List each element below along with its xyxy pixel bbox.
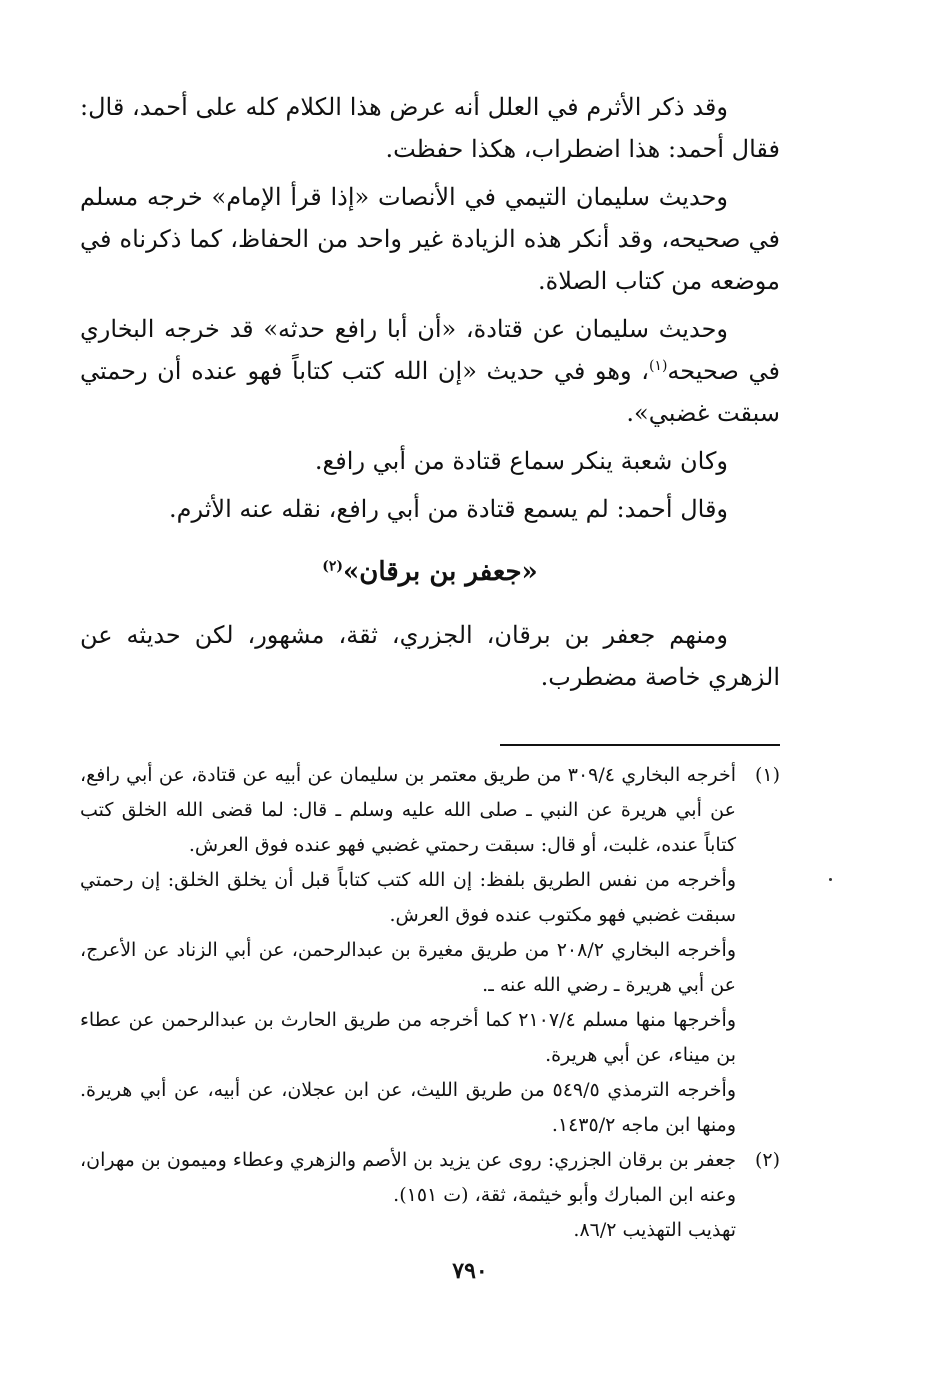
paragraph: وكان شعبة ينكر سماع قتادة من أبي رافع. — [314, 447, 728, 475]
footnote-paragraph: وأخرجه من نفس الطريق بلفظ: إن الله كتب كتاباً قبل أن يخلق الخلق: إن رحمتي سبقت غضبي فهو مكتوب عنده فوق العرش. — [80, 869, 736, 926]
paragraph-text: وحديث سليمان عن قتادة، «أن أبا رافع حدثه» قد خرجه البخاري في صحيحه — [80, 315, 780, 385]
paragraph: ومنهم جعفر بن برقان، الجزري، ثقة، مشهور، لكن حديثه عن الزهري خاصة مضطرب. — [80, 621, 780, 691]
footnote-paragraph: وأخرجه البخاري ٢٠٨/٢ من طريق مغيرة بن عبدالرحمن، عن أبي الزناد عن الأعرج، عن أبي هريرة ـ رضي الله عنه ـ. — [80, 939, 736, 996]
paragraph: وحديث سليمان التيمي في الأنصات «إذا قرأ الإمام» خرجه مسلم في صحيحه، وقد أنكر هذه الزيادة غير واحد من الحفاظ، كما ذكرناه في موضعه من كتاب الصلاة. — [80, 183, 780, 295]
paragraph: وقال أحمد: لم يسمع قتادة من أبي رافع، نقله عنه الأثرم. — [168, 495, 728, 523]
footnote-paragraph: وأخرجه الترمذي ٥٤٩/٥ من طريق الليث، عن ابن عجلان، عن أبيه، عن أبي هريرة. ومنها ابن ماجه ١٤٣٥/٢. — [80, 1079, 736, 1136]
section-text — [80, 614, 780, 698]
footnote-number: (١) — [754, 764, 780, 786]
footnote-number: (٢) — [754, 1149, 780, 1171]
footnote-ref-1[interactable]: (١) — [648, 358, 668, 374]
footnotes — [80, 758, 780, 1248]
footnote-body — [80, 758, 736, 1143]
main-text — [80, 86, 780, 530]
footnote-paragraph: أخرجه البخاري ٣٠٩/٤ من طريق معتمر بن سليمان عن أبيه عن قتادة، عن أبي رافع، عن أبي هريرة عن النبي ـ صلى الله عليه وسلم ـ قال: لما قضى الله الخلق كتب كتاباً عنده، غلبت، أو قال: سبقت رحمتي غضبي فهو عنده فوق العرش. — [80, 764, 737, 856]
page-content — [80, 86, 780, 1248]
footnote-paragraph: تهذيب التهذيب ٨٦/٢. — [573, 1219, 736, 1241]
paragraph — [80, 308, 780, 434]
section-heading — [80, 552, 780, 592]
paragraph-text: ، وهو في حديث «إن الله كتب كتاباً فهو عنده أن رحمتي سبقت غضبي». — [80, 357, 780, 427]
page-number: ٧٩٠ — [452, 1258, 488, 1284]
footnote-2 — [80, 1143, 780, 1248]
footnote-body — [80, 1143, 736, 1248]
footnote-paragraph: وأخرجها منها مسلم ٢١٠٧/٤ كما أخرجه من طريق الحارث بن عبدالرحمن عن عطاء بن ميناء، عن أبي هريرة. — [80, 1009, 736, 1066]
section-heading-text: «جعفر بن برقان» — [343, 557, 538, 587]
footnote-divider — [500, 744, 780, 746]
footnote-paragraph: جعفر بن برقان الجزري: روى عن يزيد بن الأصم والزهري وعطاء وميمون بن مهران، وعنه ابن المبارك وأبو خيثمة، ثقة، (ت ١٥١). — [80, 1149, 736, 1206]
footnote-ref-2[interactable]: (٢) — [322, 558, 343, 575]
scan-speck — [829, 878, 832, 881]
paragraph: وقد ذكر الأثرم في العلل أنه عرض هذا الكلام كله على أحمد، قال: فقال أحمد: هذا اضطراب، هكذا حفظت. — [80, 93, 780, 163]
footnote-1 — [80, 758, 780, 1143]
